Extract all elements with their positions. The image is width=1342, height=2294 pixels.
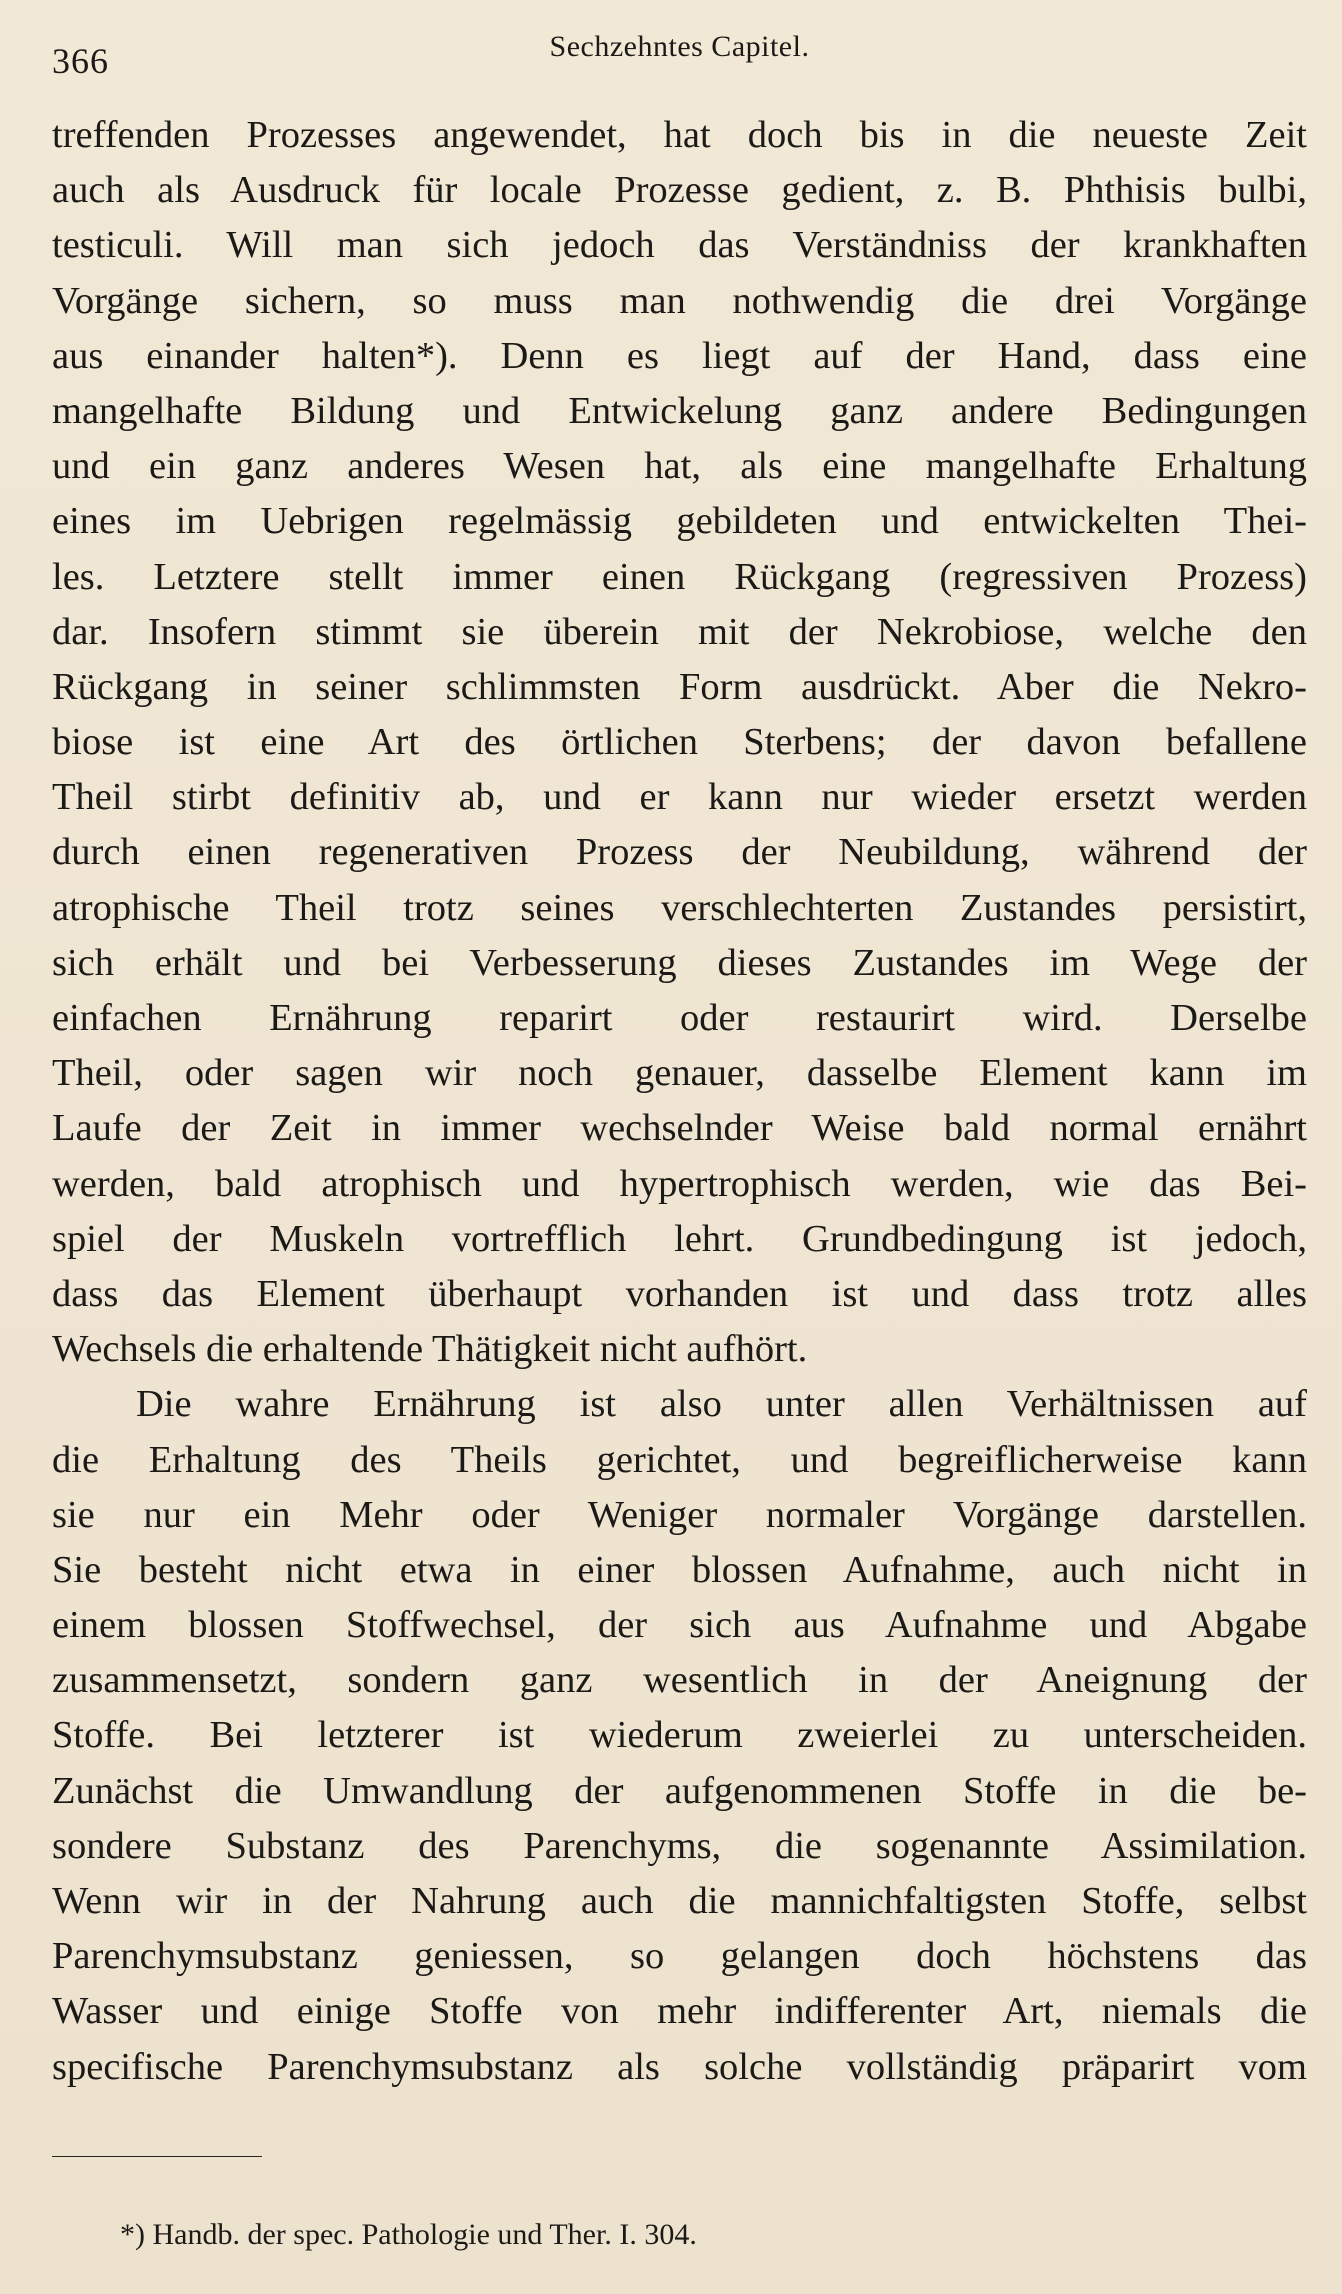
text-line: Sie besteht nicht etwa in einer blossen Aufnahme, auch nicht in: [52, 1548, 1307, 1591]
text-line: dass das Element überhaupt vorhanden ist und dass trotz alles: [52, 1272, 1307, 1315]
text-line: specifische Parenchymsubstanz als solche vollständig präparirt vom: [52, 2045, 1307, 2088]
text-line: Wechsels die erhaltende Thätigkeit nicht aufhört.: [52, 1328, 808, 1371]
text-line: spiel der Muskeln vortrefflich lehrt. Grundbedingung ist jedoch,: [52, 1217, 1307, 1260]
text-line: Theil, oder sagen wir noch genauer, dasselbe Element kann im: [52, 1052, 1307, 1095]
body-text: [52, 108, 1307, 2095]
text-line: durch einen regenerativen Prozess der Neubildung, während der: [52, 831, 1307, 874]
footnote: *) Handb. der spec. Pathologie und Ther. I. 304.: [120, 2218, 697, 2251]
text-line: eines im Uebrigen regelmässig gebildeten und entwickelten Thei-: [52, 500, 1307, 543]
text-line: sich erhält und bei Verbesserung dieses Zustandes im Wege der: [52, 941, 1307, 984]
text-line: atrophische Theil trotz seines verschlechterten Zustandes persistirt,: [52, 886, 1307, 929]
text-line: les. Letztere stellt immer einen Rückgang (regressiven Prozess): [52, 555, 1307, 598]
page-number: 366: [52, 41, 109, 81]
text-line: Stoffe. Bei letzterer ist wiederum zweierlei zu unterscheiden.: [52, 1714, 1307, 1757]
text-line: Laufe der Zeit in immer wechselnder Weise bald normal ernährt: [52, 1107, 1307, 1150]
text-line-paragraph-start: Die wahre Ernährung ist also unter allen Verhältnissen auf: [136, 1383, 1307, 1426]
page-header: [52, 28, 1307, 88]
text-line: testiculi. Will man sich jedoch das Verständniss der krankhaften: [52, 224, 1307, 267]
text-line: mangelhafte Bildung und Entwickelung ganz andere Bedingungen: [52, 389, 1307, 432]
text-line: treffenden Prozesses angewendet, hat doch bis in die neueste Zeit: [52, 114, 1307, 156]
text-line: sie nur ein Mehr oder Weniger normaler Vorgänge darstellen.: [52, 1493, 1307, 1536]
text-line: Theil stirbt definitiv ab, und er kann nur wieder ersetzt werden: [52, 776, 1307, 819]
text-line: einem blossen Stoffwechsel, der sich aus Aufnahme und Abgabe: [52, 1604, 1307, 1647]
text-line: dar. Insofern stimmt sie überein mit der Nekrobiose, welche den: [52, 610, 1307, 653]
text-line: und ein ganz anderes Wesen hat, als eine mangelhafte Erhaltung: [52, 445, 1307, 488]
text-line: Rückgang in seiner schlimmsten Form ausdrückt. Aber die Nekro-: [52, 665, 1307, 708]
text-line: sondere Substanz des Parenchyms, die sogenannte Assimilation.: [52, 1824, 1307, 1867]
text-line: die Erhaltung des Theils gerichtet, und begreiflicherweise kann: [52, 1438, 1307, 1481]
text-line: werden, bald atrophisch und hypertrophisch werden, wie das Bei-: [52, 1162, 1307, 1205]
text-line: Wasser und einige Stoffe von mehr indifferenter Art, niemals die: [52, 1990, 1307, 2033]
text-line: zusammensetzt, sondern ganz wesentlich in der Aneignung der: [52, 1659, 1307, 1702]
running-title: Sechzehntes Capitel.: [549, 30, 810, 63]
text-line: Wenn wir in der Nahrung auch die mannichfaltigsten Stoffe, selbst: [52, 1880, 1307, 1922]
text-line: aus einander halten*). Denn es liegt auf der Hand, dass eine: [52, 334, 1307, 377]
text-line: Zunächst die Umwandlung der aufgenommenen Stoffe in die be-: [52, 1769, 1307, 1812]
text-line: einfachen Ernährung reparirt oder restaurirt wird. Derselbe: [52, 997, 1307, 1039]
text-line: auch als Ausdruck für locale Prozesse gedient, z. B. Phthisis bulbi,: [52, 169, 1307, 212]
text-line: Parenchymsubstanz geniessen, so gelangen doch höchstens das: [52, 1935, 1307, 1978]
text-line: Vorgänge sichern, so muss man nothwendig die drei Vorgänge: [52, 279, 1307, 322]
footnote-divider: [52, 2156, 262, 2157]
text-line: biose ist eine Art des örtlichen Sterbens; der davon befallene: [52, 721, 1307, 764]
